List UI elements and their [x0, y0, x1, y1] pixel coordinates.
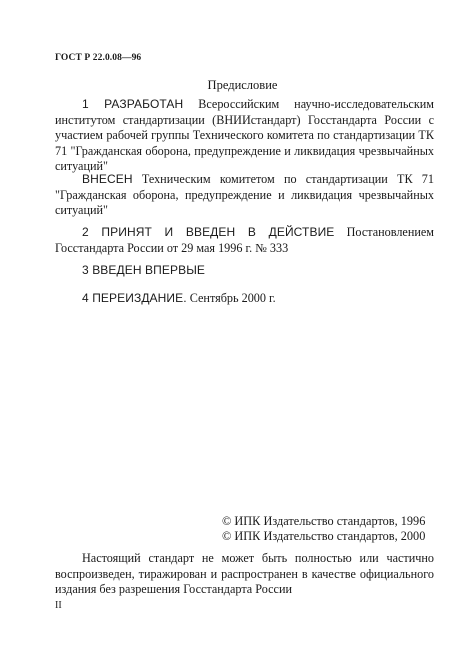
page-number: II: [55, 600, 62, 611]
paragraph-lead: 1 РАЗРАБОТАН: [82, 97, 184, 111]
paragraph-reissue: [55, 291, 434, 307]
paragraph-text: Всероссийским научно-исследовательским институтом стандартизации (ВНИИстандарт) Госстандарта России с участием рабочей группы Технического комитета по стандартизации ТК 71 "Гражданская оборона, предупреждение и ликвидация чрезвычайных ситуаций": [55, 97, 434, 173]
paragraph-first-introduced: [55, 263, 434, 279]
copyright-line-1996: © ИПК Издательство стандартов, 1996: [222, 514, 426, 528]
paragraph-lead: 4 ПЕРЕИЗДАНИЕ.: [82, 291, 187, 305]
paragraph-introduced-by: [55, 172, 434, 219]
paragraph-developed-by: [55, 97, 434, 175]
section-title-foreword: Предисловие: [207, 78, 278, 92]
paragraph-lead: 3 ВВЕДЕН ВПЕРВЫЕ: [82, 263, 206, 277]
paragraph-text: Постановлением Госстандарта России от 29 мая 1996 г. № 333: [55, 225, 434, 255]
paragraph-lead: 2 ПРИНЯТ И ВВЕДЕН В ДЕЙСТВИЕ: [82, 225, 335, 239]
document-code-header: ГОСТ Р 22.0.08—96: [55, 53, 142, 63]
paragraph-text: Сентябрь 2000 г.: [186, 291, 276, 305]
reproduction-notice: Настоящий стандарт не может быть полностью или частично воспроизведен, тиражирован и распространен в качестве официального издания без разрешения Госстандарта России: [55, 551, 434, 596]
copyright-line-2000: © ИПК Издательство стандартов, 2000: [222, 529, 426, 543]
paragraph-adopted: [55, 225, 434, 256]
paragraph-lead: ВНЕСЕН: [82, 172, 133, 186]
paragraph-text: Техническим комитетом по стандартизации ТК 71 "Гражданская оборона, предупреждение и ликвидация чрезвычайных ситуаций": [55, 172, 434, 217]
